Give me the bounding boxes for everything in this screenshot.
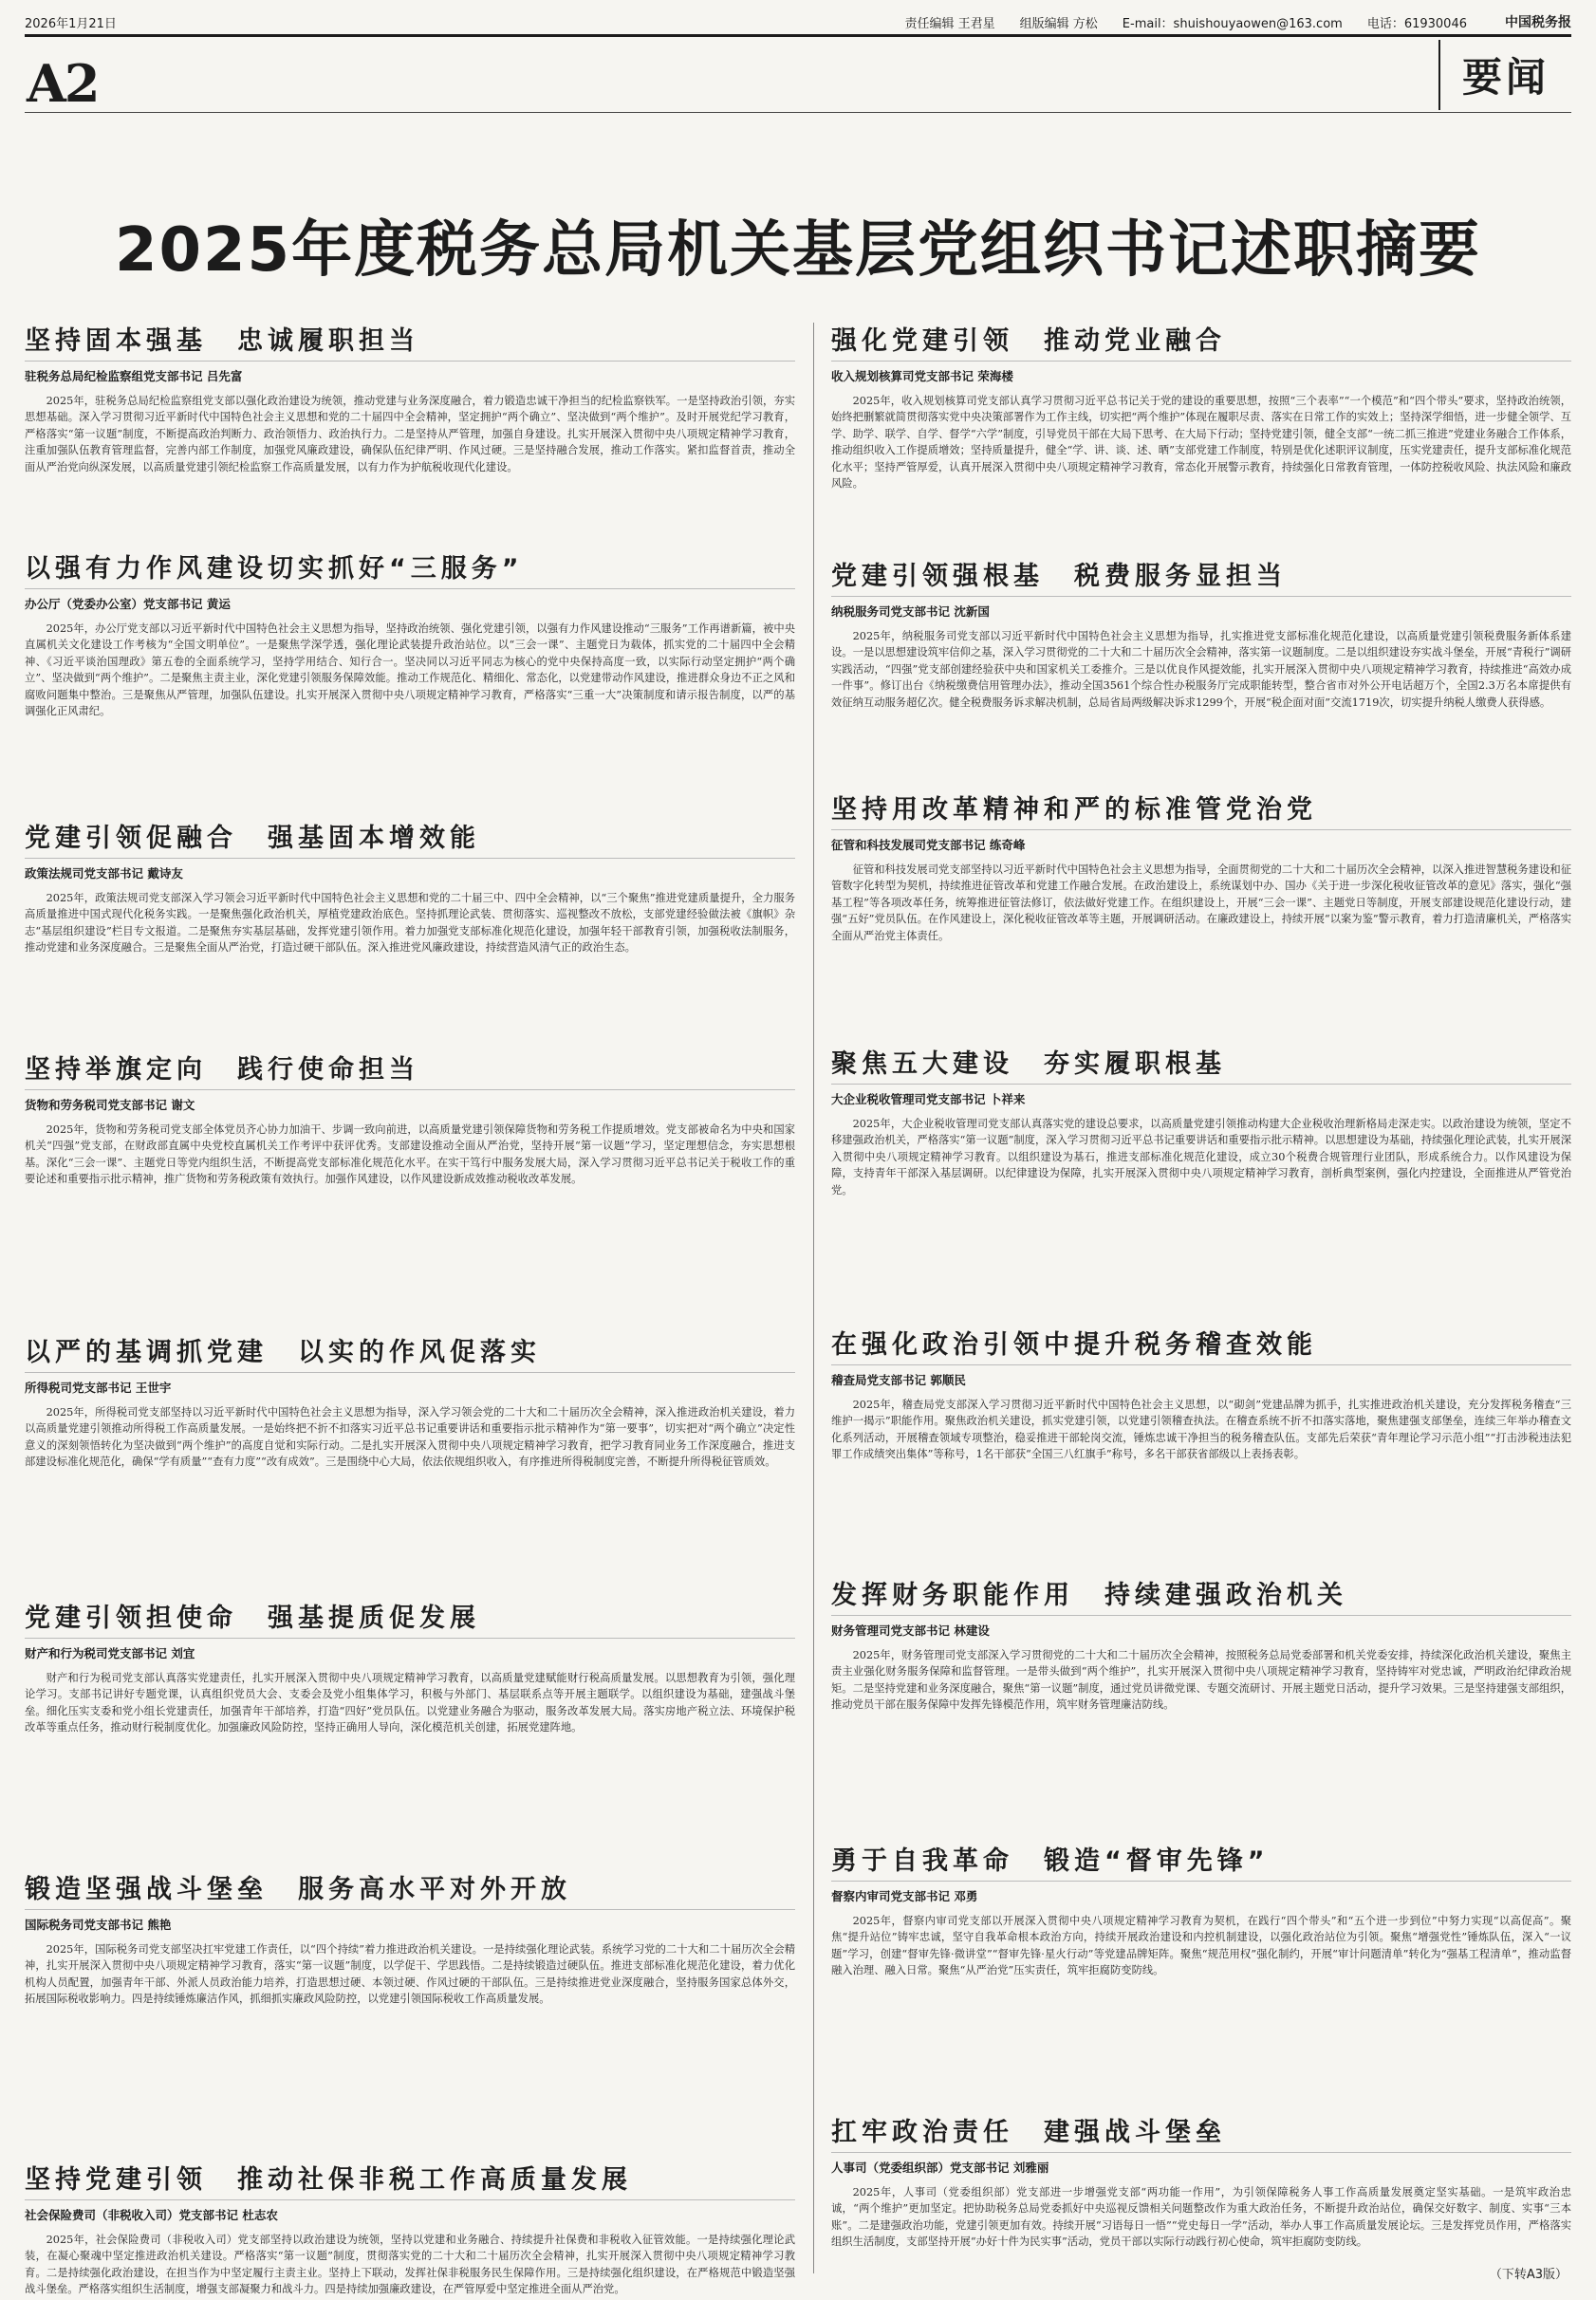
article-title: 在强化政治引领中提升税务稽查效能: [831, 1326, 1571, 1365]
article-title: 发挥财务职能作用 持续建强政治机关: [831, 1577, 1571, 1616]
article-text: 财产和行为税司党支部认真落实党建责任，扎实开展深入贯彻中央八项规定精神学习教育，以高质量党建赋能财行税高质量发展。以思想教育为引领，强化理论学习。支部书记讲好专题党课，认真组织党员大会、支委会及党小组集体学习，积极与外部门、基层联系点等开展主题联学。以组织建设为基础，建强战斗堡垒。细化压实支委和党小组长党建责任，加强青年干部培养，打造“四好”党员队伍。以党建业务融合为驱动，服务改革发展大局。落实房地产税立法、环境保护税改革等重点任务，推动财行税制度优化。加强廉政风险防控，坚持正确用人导向，深化模范机关创建，拓展党建阵地。: [25, 1672, 795, 1734]
article-right-1: [831, 323, 1571, 543]
article-right-2: [831, 558, 1571, 776]
article-author: 财产和行为税司党支部书记 刘宜: [25, 1646, 195, 1660]
article-title: 坚持用改革精神和严的标准管党治党: [831, 791, 1571, 830]
article-author: 驻税务总局纪检监察组党支部书记 吕先富: [25, 369, 243, 383]
article-text: 2025年，稽查局党支部深入学习贯彻习近平新时代中国特色社会主义思想，以“砌剑”党建品牌为抓手，扎实推进政治机关建设，充分发挥税务稽查“三维护一揭示”职能作用。聚焦政治机关建设，抓实党建引领，以党建引领稽查执法。在稽查系统不折不扣落实落地，聚焦建强支部堡垒，连续三年举办稽查文化系列活动，开展稽查领域专项整治，稳妥推进干部轮岗交流，锤炼忠诚干净担当的税务稽查队伍。支部先后荣获“青年理论学习示范小组”“打击涉税违法犯罪工作成绩突出集体”等称号，1名干部获“全国三八红旗手”称号，多名干部获省部级以上表扬表彰。: [831, 1399, 1571, 1461]
page-title: 2025年度税务总局机关基层党组织书记述职摘要: [114, 215, 1482, 286]
article-left-7: [25, 1871, 795, 2146]
article-title: 勇于自我革命 锻造“督审先锋”: [831, 1843, 1571, 1882]
article-left-1: [25, 323, 795, 533]
column-divider: [813, 323, 814, 2273]
article-author: 督察内审司党支部书记 邓勇: [831, 1889, 978, 1903]
article-left-4: [25, 1051, 795, 1319]
layout-editor: 组版编辑 方松: [1019, 16, 1098, 31]
article-text: 征管和科技发展司党支部坚持以习近平新时代中国特色社会主义思想为指导，全面贯彻党的二十大和二十届历次全会精神，以深入推进智慧税务建设和征管数字化转型为契机，持续推进征管改革和党建工作融合发展。在政治建设上，系统谋划中办、国办《关于进一步深化税收征管改革的意见》落实，强化“强基工程”等各项改革任务，统筹推进征管法修订，依法做好党建工作。在组织建设上，开展“三会一课”、主题党日等制度，开展支部建设规范化建设行动，建强“五好”党员队伍。在作风建设上，深化税收征管改革等主题，开展调研活动。在廉政建设上，持续开展“以案为鉴”警示教育，着力打造清廉机关，严格落实全面从严治党主体责任。: [831, 863, 1571, 942]
article-left-3: [25, 820, 795, 1036]
newspaper-name: 中国税务报: [1505, 15, 1571, 30]
article-text: 2025年，驻税务总局纪检监察组党支部以强化政治建设为统领，推动党建与业务深度融合，着力锻造忠诚干净担当的纪检监察铁军。一是坚持政治引领，夯实思想基础。深入学习贯彻习近平新时代中国特色社会主义思想和党的二十届四中全会精神，坚定拥护“两个确立”、坚决做到“两个维护”。及时开展党纪学习教育，严格落实“第一议题”制度，不断提高政治判断力、政治领悟力、政治执行力。二是坚持从严管理，加强自身建设。扎实开展深入贯彻中央八项规定精神学习教育，注重加强队伍教育管理监督，完善内部工作制度，加强党风廉政建设，确保队伍纪律严明、作风过硬。三是坚持融合发展，推动工作落实。紧扣监督首责，推动全面从严治党向纵深发展，以高质量党建引领纪检监察工作高质量发展，以有力作为护航税收现代化建设。: [25, 395, 795, 473]
article-right-7: [831, 1843, 1571, 2099]
article-text: 2025年，政策法规司党支部深入学习领会习近平新时代中国特色社会主义思想和党的二十届三中、四中全会精神，以“三个聚焦”推进党建质量提升，全力服务高质量推进中国式现代化税务实践。一是聚焦强化政治机关，厚植党建政治底色。坚持抓理论武装、贯彻落实、巡视整改不放松，支部党建经验做法被《旗帜》杂志“基层组织建设”栏目专文报道。二是聚焦夯实基层基础，发挥党建引领作用。着力加强党支部标准化规范化建设，加强年轻干部教育引领，加强税收法制服务，推动党建和业务深度融合。三是聚焦全面从严治党，打造过硬干部队伍。深入推进党风廉政建设，持续营造风清气正的政治生态。: [25, 892, 795, 955]
credits: [905, 13, 1467, 31]
article-text: 2025年，督察内审司党支部以开展深入贯彻中央八项规定精神学习教育为契机，在践行“四个带头”和“五个进一步到位”中努力实现“以高促高”。聚焦“提升站位”铸牢忠诚，坚守自我革命根本政治方向，持续开展政治建设和内控机制建设，以强化政治站位为引领。聚焦“增强党性”锤炼队伍，深入“一议题”学习，创建“督审先锋·微讲堂”“督审先锋·星火行动”等党建品牌矩阵。聚焦“规范用权”强化制约，开展“审计问题清单”转化为“强基工程清单”，推动监督融入治理、融入日常。聚焦“从严治党”压实责任，筑牢拒腐防变防线。: [831, 1915, 1571, 1977]
article-author: 财务管理司党支部书记 林建设: [831, 1623, 990, 1638]
article-title: 党建引领担使命 强基提质促发展: [25, 1600, 795, 1639]
article-author: 人事司（党委组织部）党支部书记 刘雅丽: [831, 2161, 1049, 2175]
article-title: 坚持党建引领 推动社保非税工作高质量发展: [25, 2161, 795, 2200]
article-author: 社会保险费司（非税收入司）党支部书记 杜志农: [25, 2208, 278, 2222]
article-text: 2025年，社会保险费司（非税收入司）党支部坚持以政治建设为统领，坚持以党建和业务融合、持续提升社保费和非税收入征管效能。一是持续强化理论武装，在凝心聚魂中坚定推进政治机关建设。严格落实“第一议题”制度，贯彻落实党的二十大和二十届历次全会精神，扎实开展深入贯彻中央八项规定精神学习教育。二是持续强化政治建设，在担当作为中坚定履行主责主业。坚持上下联动，发挥社保非税服务民生保障作用。三是持续强化组织建设，在严格规范中锻造坚强战斗堡垒。严格落实组织生活制度，增强支部凝聚力和战斗力。四是持续加强廉政建设，在严管厚爱中坚定推进全面从严治党。: [25, 2234, 795, 2296]
article-author: 办公厅（党委办公室）党支部书记 黄运: [25, 597, 231, 611]
article-author: 大企业税收管理司党支部书记 卜祥来: [831, 1092, 1026, 1106]
article-right-3: [831, 791, 1571, 1030]
article-text: 2025年，财务管理司党支部深入学习贯彻党的二十大和二十届历次全会精神，按照税务总局党委部署和机关党委安排，持续深化政治机关建设，聚焦主责主业强化财务服务保障和监督管理。一是带头做到“两个维护”，扎实开展深入贯彻中央八项规定精神学习教育，坚持铸牢对党忠诚，严明政治纪律政治规矩。二是坚持党建和业务深度融合，聚焦“第一议题”制度，通过党员讲微党课、专题交流研讨、开展主题党日活动，提升学习效果。三是坚持建强支部组织，推动党员干部在服务保障中发挥先锋模范作用，筑牢财务管理廉洁防线。: [831, 1649, 1571, 1712]
article-title: 党建引领促融合 强基固本增效能: [25, 820, 795, 859]
article-title: 坚持固本强基 忠诚履职担当: [25, 323, 795, 362]
email: E-mail：shuishouyaowen@163.com: [1122, 16, 1343, 31]
article-text: 2025年，人事司（党委组织部）党支部进一步增强党支部“两功能一作用”，为引领保障税务人事工作高质量发展奠定坚实基础。一是筑牢政治忠诚，“两个维护”更加坚定。把协助税务总局党委抓好中央巡视反馈相关问题整改作为重大政治任务，不断提升政治站位，确保交好数字、制度、实事“三本账”。二是建强政治功能，党建引领更加有效。持续开展“习语每日一悟”“党史每日一学”活动，举办人事工作高质量发展论坛。三是发挥党员作用，严格落实组织生活制度，支部坚持开展“办好十件为民实事”活动，党员干部以实际行动践行初心使命，筑牢拒腐防变防线。: [831, 2186, 1571, 2249]
article-author: 纳税服务司党支部书记 沈新国: [831, 604, 990, 619]
article-author: 所得税司党支部书记 王世宇: [25, 1381, 172, 1395]
continued-on-note: （下转A3版）: [1489, 2268, 1568, 2282]
article-text: 2025年，办公厅党支部以习近平新时代中国特色社会主义思想为指导，坚持政治统领、强化党建引领，以强有力作风建设推动“三服务”工作再谱新篇，被中央直属机关文化建设工作考核为“全国文明单位”。一是聚焦学深学透，强化理论武装提升政治站位。以“三会一课”、主题党日为载体，抓实党的二十届四中全会精神、《习近平谈治国理政》第五卷的全面系统学习，坚持学用结合、知行合一。坚决同以习近平同志为核心的党中央保持高度一致，以实际行动坚定拥护“两个确立”、坚决做到“两个维护”。二是聚焦主责主业，深化党建引领服务保障效能。推动工作规范化、精细化、常态化，以党建带动作风建设，推进群众身边不正之风和腐败问题集中整治。三是聚焦从严管理，加强队伍建设。扎实开展深入贯彻中央八项规定精神学习教育，严格落实“三重一大”决策制度和请示报告制度，以严的基调强化正风肃纪。: [25, 622, 795, 718]
article-text: 2025年，大企业税收管理司党支部认真落实党的建设总要求，以高质量党建引领推动构建大企业税收治理新格局走深走实。以政治建设为统领，坚定不移建强政治机关，严格落实“第一议题”制度，深入学习贯彻习近平总书记重要讲话和重要指示批示精神。以思想建设为基础，持续强化理论武装，扎实开展深入贯彻中央八项规定精神学习教育。以组织建设为基石，推进支部标准化规范化建设，成立30个税费合规管理行业团队，形成系统合力。以作风建设为保障，支持青年干部深入基层调研。以纪律建设为保障，扎实开展深入贯彻中央八项规定精神学习教育，剖析典型案例，强化内控建设，全面推进从严管党治党。: [831, 1118, 1571, 1196]
issue-date: 2026年1月21日: [25, 16, 117, 31]
article-title: 坚持举旗定向 践行使命担当: [25, 1051, 795, 1090]
article-author: 征管和科技发展司党支部书记 练奇峰: [831, 838, 1026, 852]
article-title: 以严的基调抓党建 以实的作风促落实: [25, 1334, 795, 1373]
article-right-6: [831, 1577, 1571, 1827]
header-rule: [25, 34, 1571, 37]
article-title: 强化党建引领 推动党业融合: [831, 323, 1571, 362]
article-author: 稽查局党支部书记 郭顺民: [831, 1373, 966, 1387]
article-title: 扛牢政治责任 建强战斗堡垒: [831, 2114, 1571, 2153]
editor: 责任编辑 王君星: [904, 16, 995, 31]
article-text: 2025年，收入规划核算司党支部认真学习贯彻习近平总书记关于党的建设的重要思想，按照“三个表率”“一个模范”和“四个带头”要求，坚持政治统领，始终把删繁就简贯彻落实党中央决策部署作为工作主线，切实把“两个维护”体现在履职尽责、落实在日常工作的实效上；坚持深学细悟，进一步健全领学、互学、助学、联学、自学、督学“六学”制度，引导党员干部在大局下思考、在大局下行动；坚持党建引领，健全支部“一统二抓三推进”党建业务融合工作体系，推动组织收入工作提质增效；坚持质量提升，健全“学、讲、谈、述、晒”支部党建工作制度，特别是优化述职评议制度，压实党建责任，提升支部标准化规范化水平；坚持严管厚爱，认真开展深入贯彻中央八项规定精神学习教育，常态化开展警示教育，持续强化日常教育管理，一体防控税收风险、执法风险和廉政风险。: [831, 395, 1571, 491]
article-author: 国际税务司党支部书记 熊艳: [25, 1918, 172, 1932]
article-left-8: [25, 2161, 795, 2296]
article-text: 2025年，货物和劳务税司党支部全体党员齐心协力加油干、步调一致向前进，以高质量党建引领保障货物和劳务税工作提质增效。党支部被命名为中央和国家机关“四强”党支部，在财政部直属中央党校直属机关工作考评中获评优秀。支部建设推动全面从严治党，坚持开展“第一议题”学习，坚定理想信念，夯实思想根基。深化“三会一课”、主题党日等党内组织生活，不断提高党支部标准化规范化水平。在实干笃行中服务发展大局，深入学习贯彻习近平总书记关于税收工作的重要论述和重要指示批示精神，推广货物和劳务税政策有效执行。加强作风建设，以作风建设新成效推动税收改革发展。: [25, 1123, 795, 1186]
page-header: [25, 11, 1571, 32]
article-right-5: [831, 1326, 1571, 1562]
article-author: 政策法规司党支部书记 戴诗友: [25, 866, 183, 881]
page-number: A2: [27, 53, 99, 114]
article-title: 聚焦五大建设 夯实履职根基: [831, 1046, 1571, 1085]
section-name: 要闻: [1438, 40, 1571, 110]
article-title: 锻造坚强战斗堡垒 服务高水平对外开放: [25, 1871, 795, 1910]
article-right-8: [831, 2114, 1571, 2256]
phone: 电话：61930046: [1366, 16, 1467, 31]
article-right-4: [831, 1046, 1571, 1311]
article-text: 2025年，纳税服务司党支部以习近平新时代中国特色社会主义思想为指导，扎实推进党支部标准化规范化建设，以高质量党建引领税费服务新体系建设。一是以思想建设筑牢信仰之基，深入学习贯彻党的二十大和二十届历次全会精神，落实第一议题制度。二是以组织建设夯实战斗堡垒，开展“青税行”调研实践活动，“四强”党支部创建经验获中央和国家机关工委推介。三是以优良作风提效能，扎实开展深入贯彻中央八项规定精神学习教育，持续推进“高效办成一件事”。修订出台《纳税缴费信用管理办法》，推动全国3561个综合性办税服务厅完成职能转型，整合省市对外公开电话超万个，全国2.3万名本席提供有效征纳互动服务超亿次。健全税费服务诉求解决机制，总局省局两级解决诉求1299个，开展“税企面对面”交流1719次，切实提升纳税人缴费人获得感。: [831, 630, 1571, 709]
section-rule: [25, 112, 1571, 113]
article-author: 收入规划核算司党支部书记 荣海楼: [831, 369, 1013, 383]
article-left-5: [25, 1334, 795, 1585]
article-left-6: [25, 1600, 795, 1856]
article-title: 党建引领强根基 税费服务显担当: [831, 558, 1571, 597]
article-text: 2025年，所得税司党支部坚持以习近平新时代中国特色社会主义思想为指导，深入学习领会党的二十大和二十届历次全会精神，深入推进政治机关建设，着力以高质量党建引领推动所得税工作高质量发展。一是始终把不折不扣落实习近平总书记重要讲话和重要指示批示精神作为“第一要事”，切实把对“两个确立”决定性意义的深刻领悟转化为坚决做到“两个维护”的高度自觉和实际行动。二是扎实开展深入贯彻中央八项规定精神学习教育，把学习教育同业务工作深度融合，推进支部建设标准化规范化，确保“学有质量”“查有力度”“改有成效”。三是围绕中心大局，依法依规组织收入，有序推进所得税制度完善，不断提升所得税征管质效。: [25, 1406, 795, 1469]
article-left-2: [25, 550, 795, 805]
article-title: 以强有力作风建设切实抓好“三服务”: [25, 550, 795, 589]
article-author: 货物和劳务税司党支部书记 谢文: [25, 1098, 195, 1112]
article-text: 2025年，国际税务司党支部坚决扛牢党建工作责任，以“四个持续”着力推进政治机关建设。一是持续强化理论武装。系统学习党的二十大和二十届历次全会精神，扎实开展深入贯彻中央八项规定精神学习教育，落实“第一议题”制度，以学促干、学思践悟。二是持续锻造过硬队伍。推进支部标准化规范化建设，着力优化机构人员配置，加强青年干部、外派人员政治能力培养，打造思想过硬、本领过硬、作风过硬的干部队伍。三是持续推进党业深度融合，坚持服务国家总体外交，拓展国际税收影响力。四是持续锤炼廉洁作风，抓细抓实廉政风险防控，以党建引领国际税收工作高质量发展。: [25, 1943, 795, 2006]
